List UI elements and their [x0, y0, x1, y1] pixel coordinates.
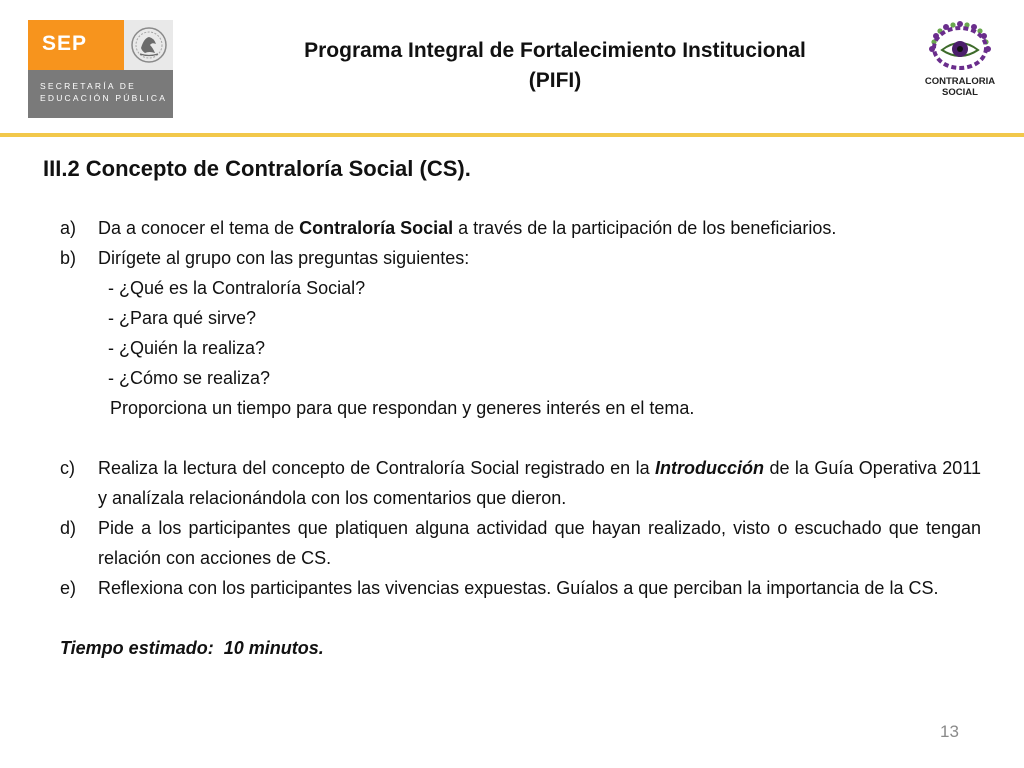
contraloria-social-logo: [918, 18, 1002, 118]
sep-logo: [28, 20, 173, 118]
mexico-seal-icon: [124, 20, 173, 70]
item-label: e): [60, 578, 77, 598]
question-item: - ¿Para qué sirve?: [108, 308, 257, 328]
question-item: - ¿Qué es la Contraloría Social?: [108, 278, 366, 298]
item-b-text: Dirígete al grupo con las preguntas siguientes:: [98, 248, 470, 268]
spacer: [60, 423, 981, 453]
list-item-b: [60, 243, 981, 273]
sep-logo-caption: [40, 80, 167, 104]
question-item: - ¿Quién la realiza?: [108, 338, 266, 358]
item-c-text-pre: Realiza la lectura del concepto de Contraloría Social registrado en la: [98, 458, 656, 478]
list-item-e: [60, 573, 981, 603]
list-item-c: [60, 453, 981, 513]
item-c-text-post: de la Guía Operativa 2011 y analízala relacionándola con los comentarios que dieron.: [98, 458, 981, 508]
contraloria-social-logo-text: [918, 76, 1002, 98]
estimated-time: [60, 633, 981, 663]
people-ring-eye-icon: [918, 18, 1002, 78]
sep-logo-abbr: SEP: [42, 32, 88, 55]
cs-logo-line2: SOCIAL: [942, 87, 978, 98]
estimated-time-value: 10 minutos.: [223, 638, 324, 658]
item-a-bold-term: Contraloría Social: [299, 218, 454, 238]
page-title: [190, 36, 920, 96]
sep-logo-line1: SECRETARÍA DE: [40, 81, 136, 91]
item-label: b): [60, 248, 77, 268]
item-a-text-post: a través de la participación de los beneficiarios.: [453, 218, 837, 238]
list-item-a: [60, 213, 981, 243]
title-line2: (PIFI): [528, 69, 582, 92]
item-b-note: Proporciona un tiempo para que respondan y generes interés en el tema.: [110, 398, 695, 418]
item-c-emphasis: Introducción: [655, 458, 765, 478]
title-line1: Programa Integral de Fortalecimiento Institucional: [304, 39, 806, 62]
item-label: a): [60, 218, 77, 238]
item-a-text-pre: Da a conocer el tema de: [98, 218, 300, 238]
item-d-text: Pide a los participantes que platiquen alguna actividad que hayan realizado, visto o escuchado que tengan relación con acciones de CS.: [98, 518, 981, 568]
cs-logo-line1: CONTRALORIA: [924, 76, 996, 87]
estimated-time-label: Tiempo estimado:: [60, 638, 214, 658]
sep-logo-orange-block: [28, 20, 124, 70]
sep-logo-line2: EDUCACIÓN PÚBLICA: [40, 93, 168, 103]
section-heading: III.2 Concepto de Contraloría Social (CS).: [43, 156, 471, 181]
page-number: 13: [940, 722, 959, 741]
item-label: c): [60, 458, 75, 478]
list-item-d: [60, 513, 981, 573]
item-e-text: Reflexiona con los participantes las vivencias expuestas. Guíalos a que perciban la importancia de la CS.: [98, 578, 939, 598]
header-divider: [0, 133, 1024, 137]
item-label: d): [60, 518, 77, 538]
question-item: - ¿Cómo se realiza?: [108, 368, 271, 388]
sep-logo-top: [28, 20, 173, 70]
section-content: [60, 213, 981, 663]
